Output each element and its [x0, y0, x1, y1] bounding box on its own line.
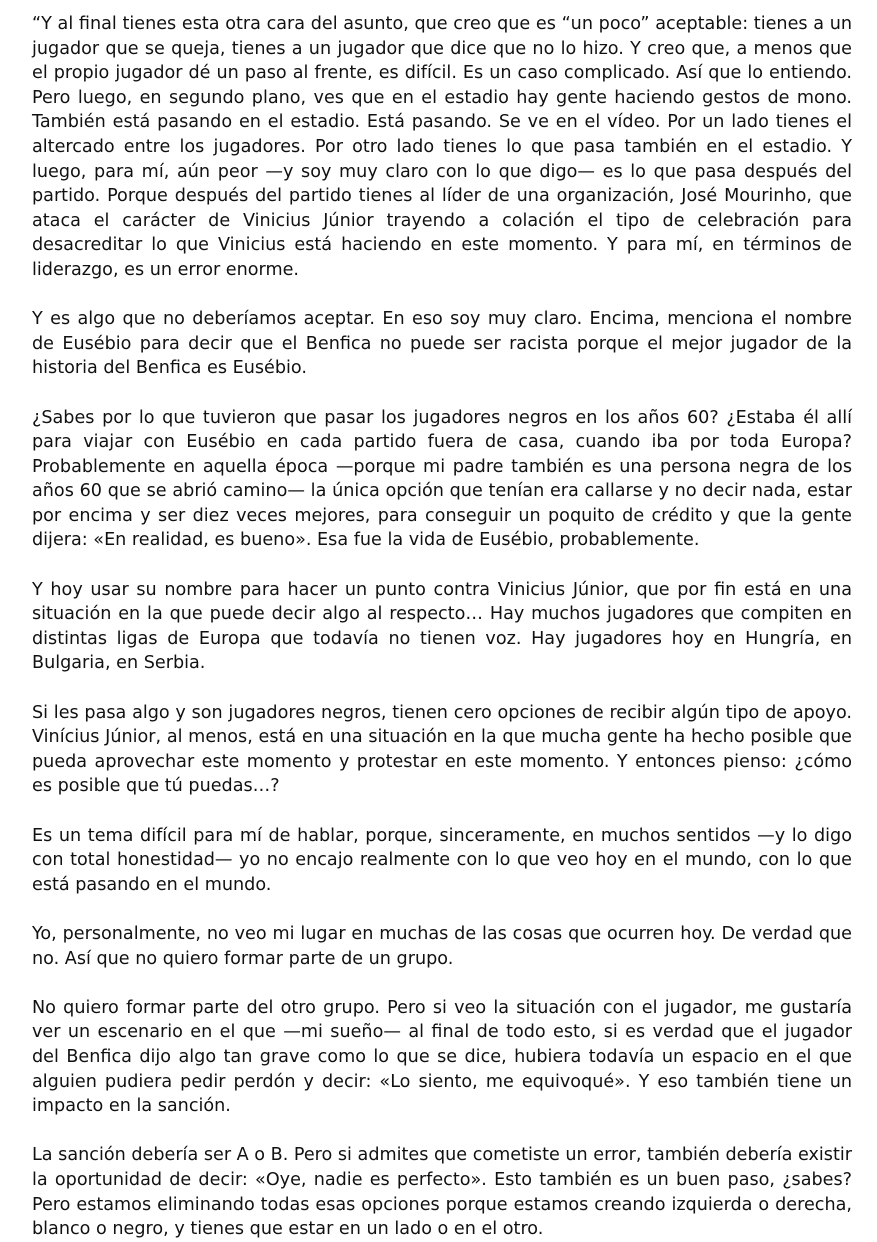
paragraph-3: ¿Sabes por lo que tuvieron que pasar los jugadores negros en los años 60? ¿Estaba él allí para viajar con Eusébio en cada partido fuera de casa, cuando iba por toda Europa? Probablemente en aquella época —porque mi padre también es una persona negra de los años 60 que se abrió camino— la única opción que tenían era callarse y no decir nada, estar por encima y ser diez veces mejores, para conseguir un poquito de crédito y que la gente dijera: «En realidad, es bueno». Esa fue la vida de Eusébio, probablemente. [32, 407, 852, 551]
document-body [32, 12, 852, 1242]
paragraph-4: Y hoy usar su nombre para hacer un punto contra Vinicius Júnior, que por fin está en una situación en la que puede decir algo al respecto… Hay muchos jugadores que compiten en distintas ligas de Europa que todavía no tienen voz. Hay jugadores hoy en Hungría, en Bulgaria, en Serbia. [32, 579, 852, 674]
paragraph-2: Y es algo que no deberíamos aceptar. En eso soy muy claro. Encima, menciona el nombre de Eusébio para decir que el Benfica no puede ser racista porque el mejor jugador de la historia del Benfica es Eusébio. [32, 309, 852, 379]
paragraph-1: “Y al final tienes esta otra cara del asunto, que creo que es “un poco” aceptable: tienes a un jugador que se queja, tienes a un jugador que dice que no lo hizo. Y creo que, a menos que el propio jugador dé un paso al frente, es difícil. Es un caso complicado. Así que lo entiendo. Pero luego, en segundo plano, ves que en el estadio hay gente haciendo gestos de mono. También está pasando en el estadio. Está pasando. Se ve en el vídeo. Por un lado tienes el altercado entre los jugadores. Por otro lado tienes lo que pasa también en el estadio. Y luego, para mí, aún peor —y soy muy claro con lo que digo— es lo que pasa después del partido. Porque después del partido tienes al líder de una organización, José Mourinho, que ataca el carácter de Vinicius Júnior trayendo a colación el tipo de celebración para desacreditar lo que Vinicius está haciendo en este momento. Y para mí, en términos de liderazgo, es un error enorme. [32, 14, 852, 280]
paragraph-6: Es un tema difícil para mí de hablar, porque, sinceramente, en muchos sentidos —y lo digo con total honestidad— yo no encajo realmente con lo que veo hoy en el mundo, con lo que está pasando en el mundo. [32, 825, 852, 895]
paragraph-5: Si les pasa algo y son jugadores negros, tienen cero opciones de recibir algún tipo de apoyo. Vinícius Júnior, al menos, está en una situación en la que mucha gente ha hecho posible que pueda aprovechar este momento y protestar en este momento. Y entonces pienso: ¿cómo es posible que tú puedas…? [32, 702, 852, 797]
paragraph-8: No quiero formar parte del otro grupo. Pero si veo la situación con el jugador, me gustaría ver un escenario en el que —mi sueño— al final de todo esto, si es verdad que el jugador del Benfica dijo algo tan grave como lo que se dice, hubiera todavía un espacio en el que alguien pudiera pedir perdón y decir: «Lo siento, me equivoqué». Y eso también tiene un impacto en la sanción. [32, 997, 852, 1117]
paragraph-7: Yo, personalmente, no veo mi lugar en muchas de las cosas que ocurren hoy. De verdad que no. Así que no quiero formar parte de un grupo. [32, 923, 852, 969]
paragraph-9: La sanción debería ser A o B. Pero si admites que cometiste un error, también debería existir la oportunidad de decir: «Oye, nadie es perfecto». Esto también es un buen paso, ¿sabes? Pero estamos eliminando todas esas opciones porque estamos creando izquierda o derecha, blanco o negro, y tienes que estar en un lado o en el otro. [32, 1145, 852, 1240]
